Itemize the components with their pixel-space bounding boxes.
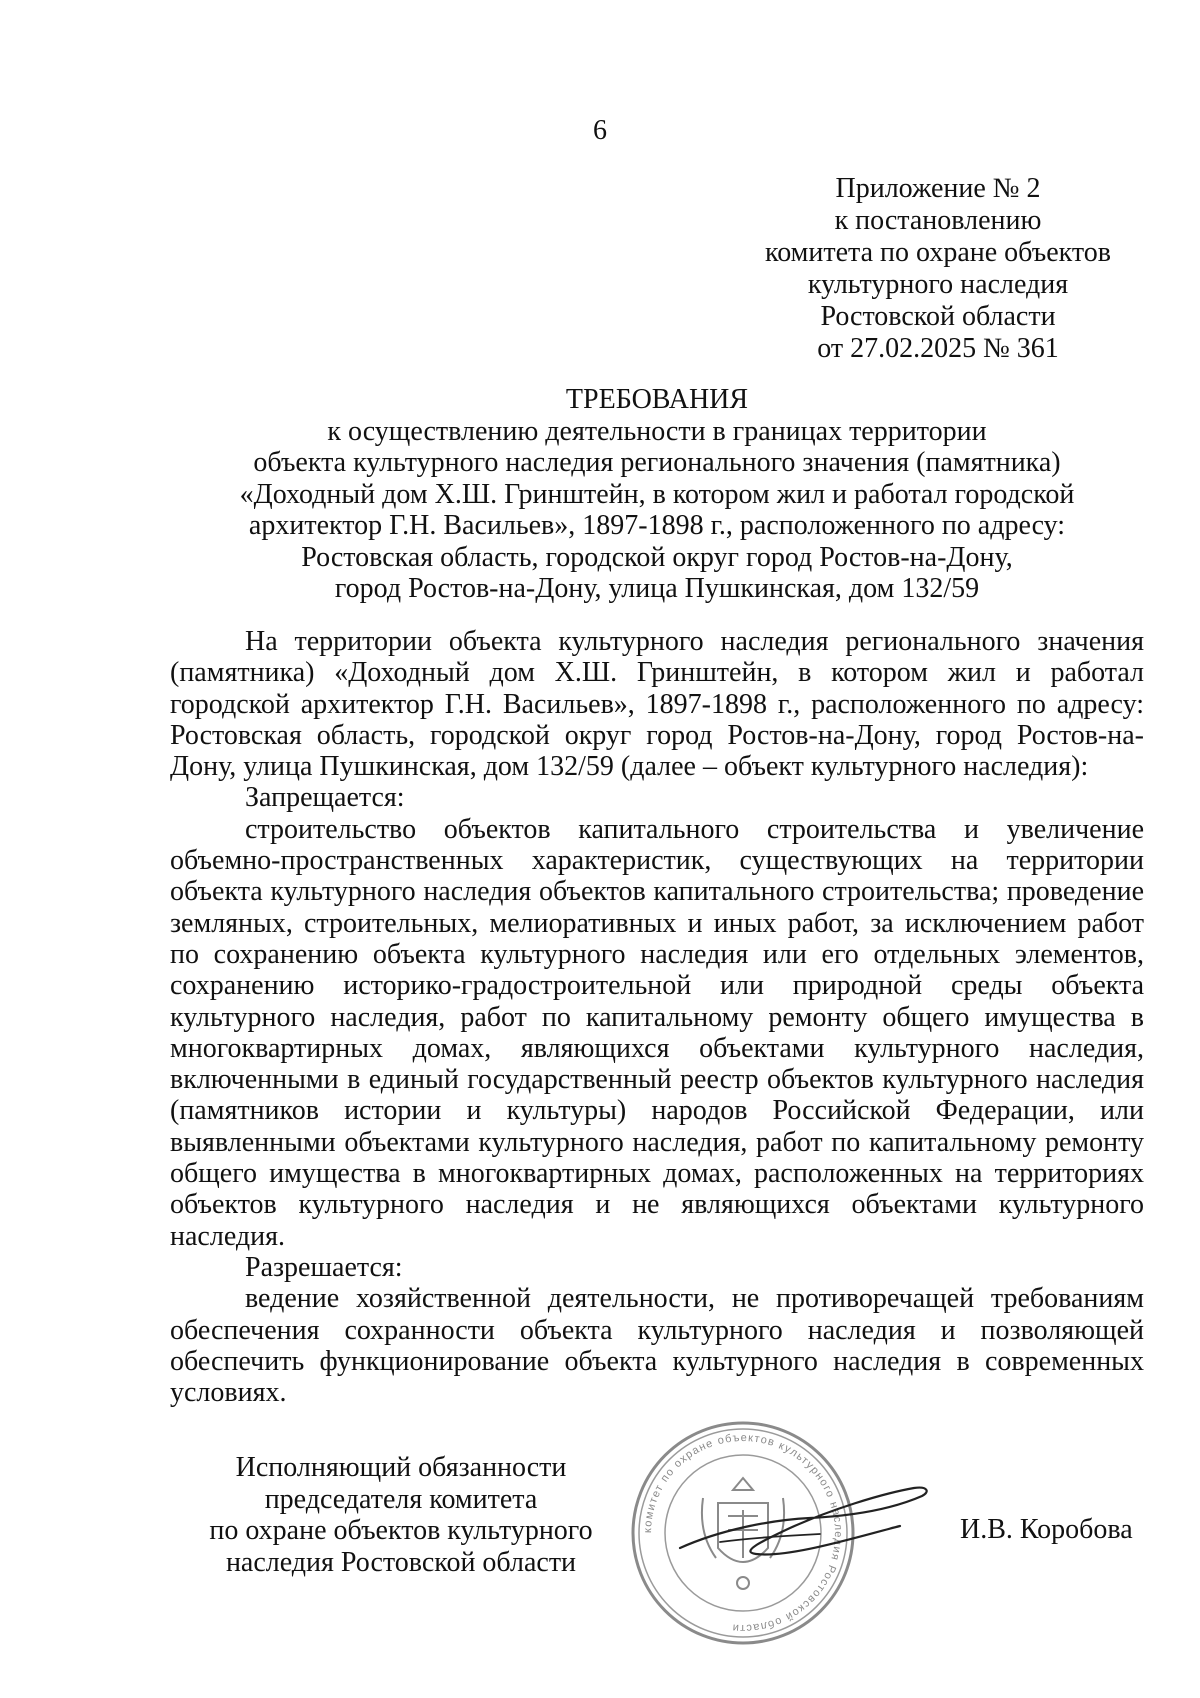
title-heading: ТРЕБОВАНИЯ [565, 384, 749, 415]
page-number: 6 [593, 115, 607, 146]
coat-of-arms-icon [702, 1478, 784, 1589]
seal-text: комитет по охране объектов культурного наследия Ростовской области [641, 1431, 845, 1635]
official-seal [628, 1418, 858, 1648]
title-line: архитектор Г.Н. Васильев», 1897-1898 г., расположенного по адресу: [248, 510, 1066, 541]
appendix-line: к постановлению [834, 205, 1042, 236]
signatory-position [196, 1452, 606, 1578]
title-line: Ростовская область, городской округ город Ростов-на-Дону, [301, 541, 1013, 573]
appendix-line: культурного наследия [807, 269, 1069, 300]
position-line: наследия Ростовской области [225, 1546, 577, 1578]
position-line: Исполняющий обязанности [235, 1452, 567, 1483]
allowed-paragraph: ведение хозяйственной деятельности, не противоречащей требованиям обеспечения сохранности объекта культурного наследия и позволяющей обеспечить функционирование объекта культурного наследия в современных условиях. [170, 1283, 1144, 1409]
appendix-line: от 27.02.2025 № 361 [817, 333, 1059, 364]
position-line: председателя комитета [264, 1483, 538, 1515]
title-line: «Доходный дом Х.Ш. Гринштейн, в котором жил и работал городской [239, 478, 1075, 510]
prohibited-paragraph: строительство объектов капитального строительства и увеличение объемно-пространственных характеристик, существующих на территории объекта культурного наследия объектов капитального строительства; проведение земляных, строительных, мелиоративных и иных работ, за исключением работ по сохранению объекта культурного наследия или его отдельных элементов, сохранению историко-градостроительной или природной среды объекта культурного наследия, работ по капитальному ремонту общего имущества в многоквартирных домах, являющихся объектами культурного наследия, включенными в единый государственный реестр объектов культурного наследия (памятников истории и культуры) народов Российской Федерации, или выявленными объектами культурного наследия, работ по капитальному ремонту общего имущества в многоквартирных домах, расположенных на территориях объектов культурного наследия и не являющихся объектами культурного наследия. [170, 813, 1144, 1252]
position-line: по охране объектов культурного [209, 1515, 593, 1546]
title-line: город Ростов-на-Дону, улица Пушкинская, дом 132/59 [334, 573, 980, 604]
handwritten-signature [660, 1470, 940, 1580]
document-body [170, 626, 1144, 1408]
appendix-header [738, 173, 1138, 365]
appendix-line: комитета по охране объектов [765, 237, 1111, 268]
document-title [170, 384, 1144, 605]
signer-name: И.В. Коробова [960, 1514, 1133, 1545]
title-line: к осуществлению деятельности в границах территории [327, 415, 987, 447]
title-line: объекта культурного наследия регионального значения (памятника) [253, 447, 1061, 478]
seal-outer-ring [633, 1423, 853, 1643]
intro-paragraph: На территории объекта культурного наследия регионального значения (памятника) «Доходный дом Х.Ш. Гринштейн, в котором жил и работал городской архитектор Г.Н. Васильев», 1897-1898 г., расположенного по адресу: Ростовская область, городской округ город Ростов-на-Дону, город Ростов-на-Дону, улица Пушкинская, дом 132/59 (далее – объект культурного наследия): [170, 626, 1144, 783]
appendix-line: Ростовской области [820, 301, 1056, 332]
allowed-heading: Разрешается: [245, 1251, 403, 1283]
prohibited-heading: Запрещается: [245, 782, 405, 814]
appendix-line: Приложение № 2 [835, 173, 1041, 204]
seal-inner-ring [665, 1455, 821, 1611]
seal-ring [639, 1429, 847, 1637]
